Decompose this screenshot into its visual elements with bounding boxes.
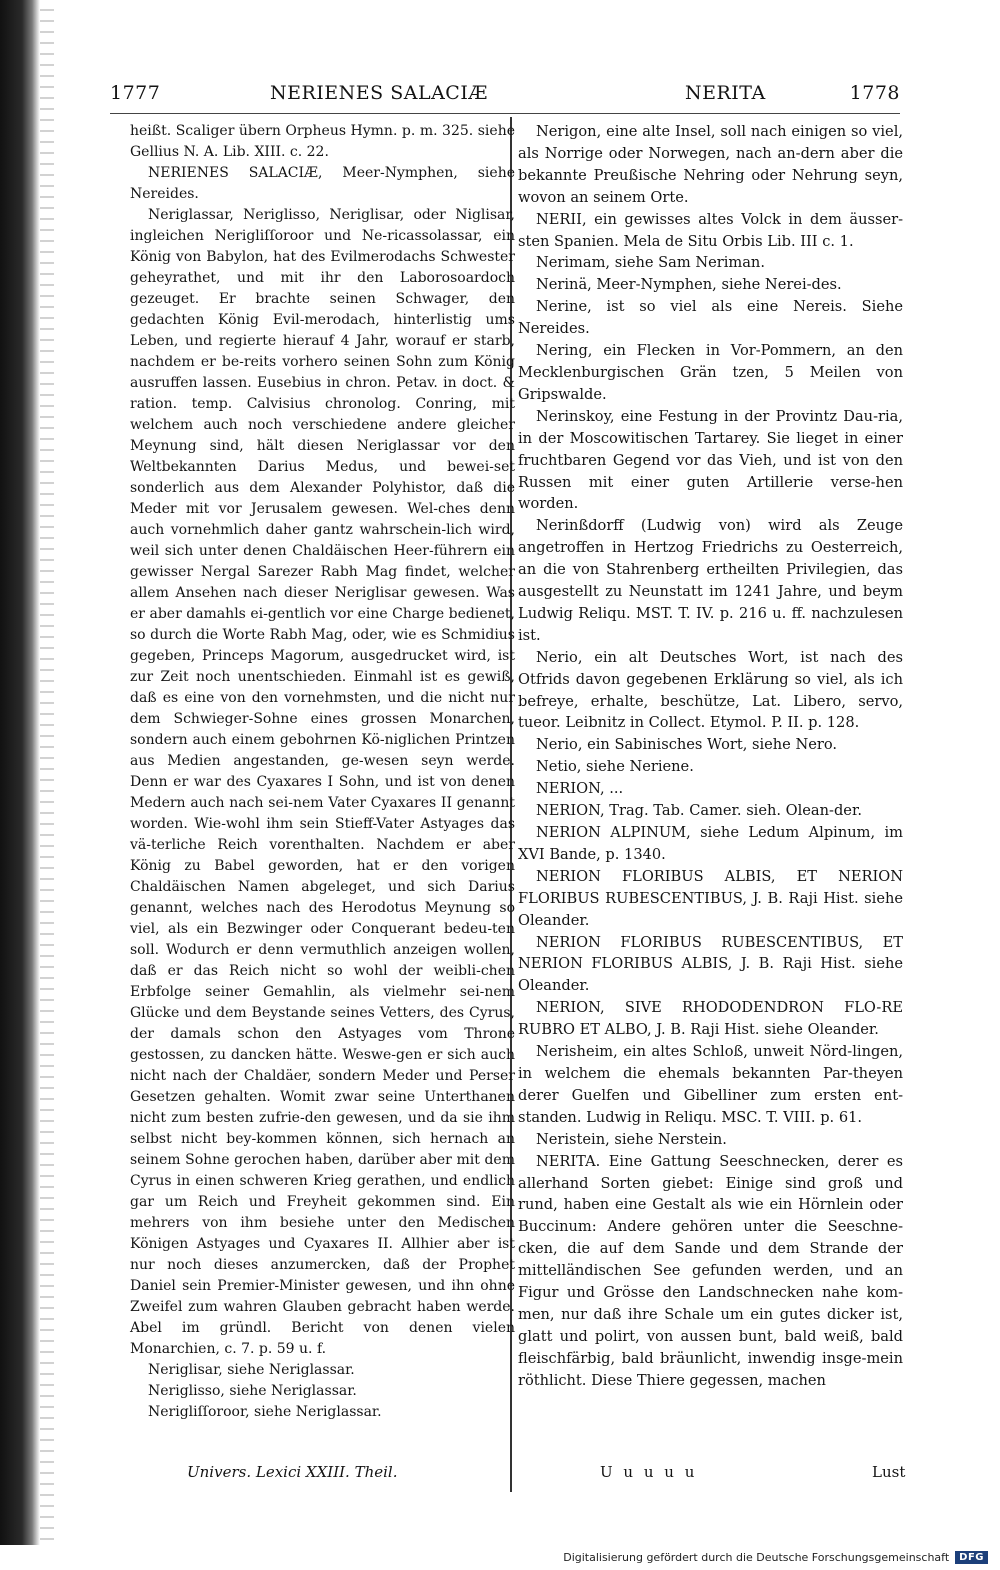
sheet-signature: U u u u u [600, 1463, 698, 1481]
entry-text: NERION FLORIBUS RUBESCENTIBUS, ET NERION FLORIBUS ALBIS, J. B. Raji Hist. siehe Oleander. [518, 933, 903, 995]
entry-text: Nerigon, eine alte Insel, soll nach einigen so viel, als Norrige oder Norwegen, nach an-dern aber die bekannte Preußische Nehring oder Nehrung seyn, wovon an seinem Orte. [518, 123, 903, 206]
binding-edge [40, 0, 54, 1545]
entry-text: Nerinskoy, eine Festung in der Provintz Dau-ria, in der Moscowitischen Tartarey. Sie lieget in einer fruchtbaren Gegend vor das Vieh, und ist von den Russen mit einer guten Artillerie verse-hen worden. [518, 407, 903, 513]
entry-text: NERION, ... [536, 780, 624, 798]
header-title-right: NERITA [685, 82, 766, 104]
dfg-logo-icon: DFG [955, 1551, 988, 1564]
entry-text: Netio, siehe Neriene. [536, 758, 694, 776]
entry-text: heißt. Scaliger übern Orpheus Hymn. p. m. 325. siehe Gellius N. A. Lib. XIII. c. 22. [130, 123, 515, 160]
left-column [130, 121, 515, 1423]
digitization-footer [563, 1548, 988, 1566]
page-number-right: 1778 [849, 82, 900, 104]
entry-text: Neriglisar, siehe Neriglassar. [148, 1362, 355, 1378]
entry-text: Nerinßdorff (Ludwig von) wird als Zeuge angetroffen in Hertzog Friedrichs zu Oesterreich, an die von Stahrenberg ertheilten Privilegien, das ausgestellt zu Neunstatt im 1241 Jahre, und beym Ludwig Reliqu. MST. T. IV. p. 216 u. ff. nachzulesen ist. [518, 517, 903, 644]
right-column [518, 121, 903, 1392]
entry-text: NERITA. Eine Gattung Seeschnecken, derer es allerhand Sorten giebet: Einige sind groß und rund, haben eine Gestalt als wie ein Hörnlein oder Buccinum: Andere gehören unter die Seeschne-cken, die auf dem Sande und dem Strande der mittelländischen See gefunden werden, und an Figur und Grösse den Landschnecken nahe kom-men, nur daß ihre Schale um ein gutes dicker ist, glatt und polirt, von aussen bunt, bald weiß, bald fleischfärbig, bald bräunlicht, inwendig insge-mein röthlicht. Diese Thiere gegessen, machen [518, 1152, 903, 1389]
header-rule [110, 113, 900, 114]
entry-text: Nering, ein Flecken in Vor-Pommern, an den Mecklenburgischen Grän tzen, 5 Meilen von Gripswalde. [518, 342, 903, 403]
entry-text: Nerimam, siehe Sam Neriman. [536, 254, 765, 272]
entry-text: Nerigliſſoroor, siehe Neriglassar. [148, 1404, 382, 1420]
header-title-left: NERIENES SALACIÆ [270, 82, 488, 104]
entry-text: Nerinä, Meer-Nymphen, siehe Nerei-des. [536, 276, 842, 294]
entry-text: NERION, SIVE RHODODENDRON FLO-RE RUBRO ET ALBO, J. B. Raji Hist. siehe Oleander. [518, 999, 903, 1039]
entry-text: Neriglassar, Neriglisso, Neriglisar, oder Niglisar, ingleichen Nerigliſſoroor und Ne-ricassolassar, ein König von Babylon, hat des Evilmerodachs Schwester geheyrathet, und mit ihr den Laborosoardoch gezeuget. Er brachte seinen Schwager, den gedachten König Evil-merodach, hinterlistig ums Leben, und regierte hierauf 4 Jahr, worauf er starb, nachdem er be-reits vorhero seinen Sohn zum König ausruffen lassen. Eusebius in chron. Petav. in doct. & ration. temp. Calvisius chronolog. Conring, mit welchem auch noch verschiedene andere gleicher Meynung sind, hält diesen Neriglassar vor den Weltbekannten Darius Medus, und bewei-set sonderlich aus dem Alexander Polyhistor, daß die Meder mit vor Jerusalem gewesen. Wel-ches denn auch vornehmlich daher gantz wahrschein-lich wird, weil sich unter denen Chaldäischen Heer-führern ein gewisser Nergal Sarezer Rabh Mag findet, welcher allem Ansehen nach dieser Neriglisar gewesen. Was er aber damahls ei-gentlich vor eine Charge bedienet, so durch die Worte Rabh Mag, oder, wie es Schmidius gegeben, Princeps Magorum, ausgedrucket wird, ist zur Zeit noch unentschieden. Einmahl ist es gewiß, daß es eine von den vornehmsten, und die nicht nur dem Schwieger-Sohne eines grossen Monarchen, sondern auch einem gebohrnen Kö-niglichen Printzen aus Medien angestanden, ge-wesen seyn werde. Denn er war des Cyaxares I Sohn, und ist von denen Medern auch nach sei-nem Vater Cyaxares II genannt worden. Wie-wohl ihm sein Stieff-Vater Astyages das vä-terliche Reich vorenthalten. Nachdem er aber König zu Babel geworden, hat er den vorigen Chaldäischen Namen abgeleget, und sich Darius genannt, welches nach des Herodotus Meynung so viel, als ein Bezwinger oder Conquerant bedeu-ten soll. Wodurch er denn vermuthlich anzeigen wollen, daß er das Reich nicht so wohl der weibli-chen Erbfolge seiner Gemahlin, als vielmehr sei-nem Glücke und dem Beystande seines Vetters, des Cyrus, der damals schon den Astyages vom Throne gestossen, zu dancken hätte. Weswe-gen er sich auch nicht nach der Chaldäer, sondern Meder und Perser Gesetzen gehalten. Womit zwar seine Unterthanen nicht zum besten zufrie-den gewesen, und da sie ihm selbst nicht bey-kommen können, sich hernach an seinem Sohne gerochen haben, darüber aber mit dem Cyrus in einen schweren Krieg gerathen, und endlich gar um Reich und Freyheit gekommen sind. Ein mehrers von ihm besiehe unter den Medischen Königen Astyages und Cyaxares II. Allhier aber ist nur noch dieses anzumercken, daß der Prophet Daniel sein Premier-Minister gewesen, und ihn ohne Zweifel zum wahren Glauben gebracht haben werde. Abel im gründl. Bericht von denen vielen Monarchien, c. 7. p. 59 u. f. [130, 207, 515, 1357]
entry-text: NERION FLORIBUS ALBIS, ET NERION FLORIBUS RUBESCENTIBUS, J. B. Raji Hist. siehe Oleander. [518, 867, 903, 929]
running-header [110, 82, 900, 114]
volume-signature: Univers. Lexici XXIII. Theil. [187, 1463, 398, 1481]
entry-text: NERION, Trag. Tab. Camer. sieh. Olean-der. [536, 802, 862, 820]
entry-text: Neristein, siehe Nerstein. [536, 1130, 727, 1148]
entry-text: Neriglisso, siehe Neriglassar. [148, 1383, 357, 1399]
book-spine-shadow [0, 0, 40, 1545]
page-number-left: 1777 [110, 82, 161, 104]
entry-text: NERIENES SALACIÆ, Meer-Nymphen, siehe Nereides. [130, 165, 515, 202]
entry-text: Nerio, ein Sabinisches Wort, siehe Nero. [536, 736, 837, 754]
entry-text: Nerisheim, ein altes Schloß, unweit Nörd-lingen, in welchem die ehemals bekannten Par-theyen derer Guelfen und Gibelliner zum ersten ent-standen. Ludwig in Reliqu. MSC. T. VIII. p. 61. [518, 1043, 903, 1126]
footer-credit: Digitalisierung gefördert durch die Deutsche Forschungsgemeinschaft [563, 1550, 950, 1564]
entry-text: NERION ALPINUM, siehe Ledum Alpinum, im XVI Bande, p. 1340. [518, 824, 903, 863]
entry-text: NERII, ein gewisses altes Volck in dem äusser-sten Spanien. Mela de Situ Orbis Lib. III c. 1. [518, 210, 903, 250]
entry-text: Nerine, ist so viel als eine Nereis. Siehe Nereides. [518, 298, 903, 338]
entry-text: Nerio, ein alt Deutsches Wort, ist nach des Otfrids davon gegebenen Erklärung so viel, als ich befreye, erhalte, beschütze, Lat. Libero, servo, tueor. Leibnitz in Collect. Etymol. P. II. p. 128. [518, 648, 903, 732]
catchword: Lust [872, 1463, 906, 1481]
